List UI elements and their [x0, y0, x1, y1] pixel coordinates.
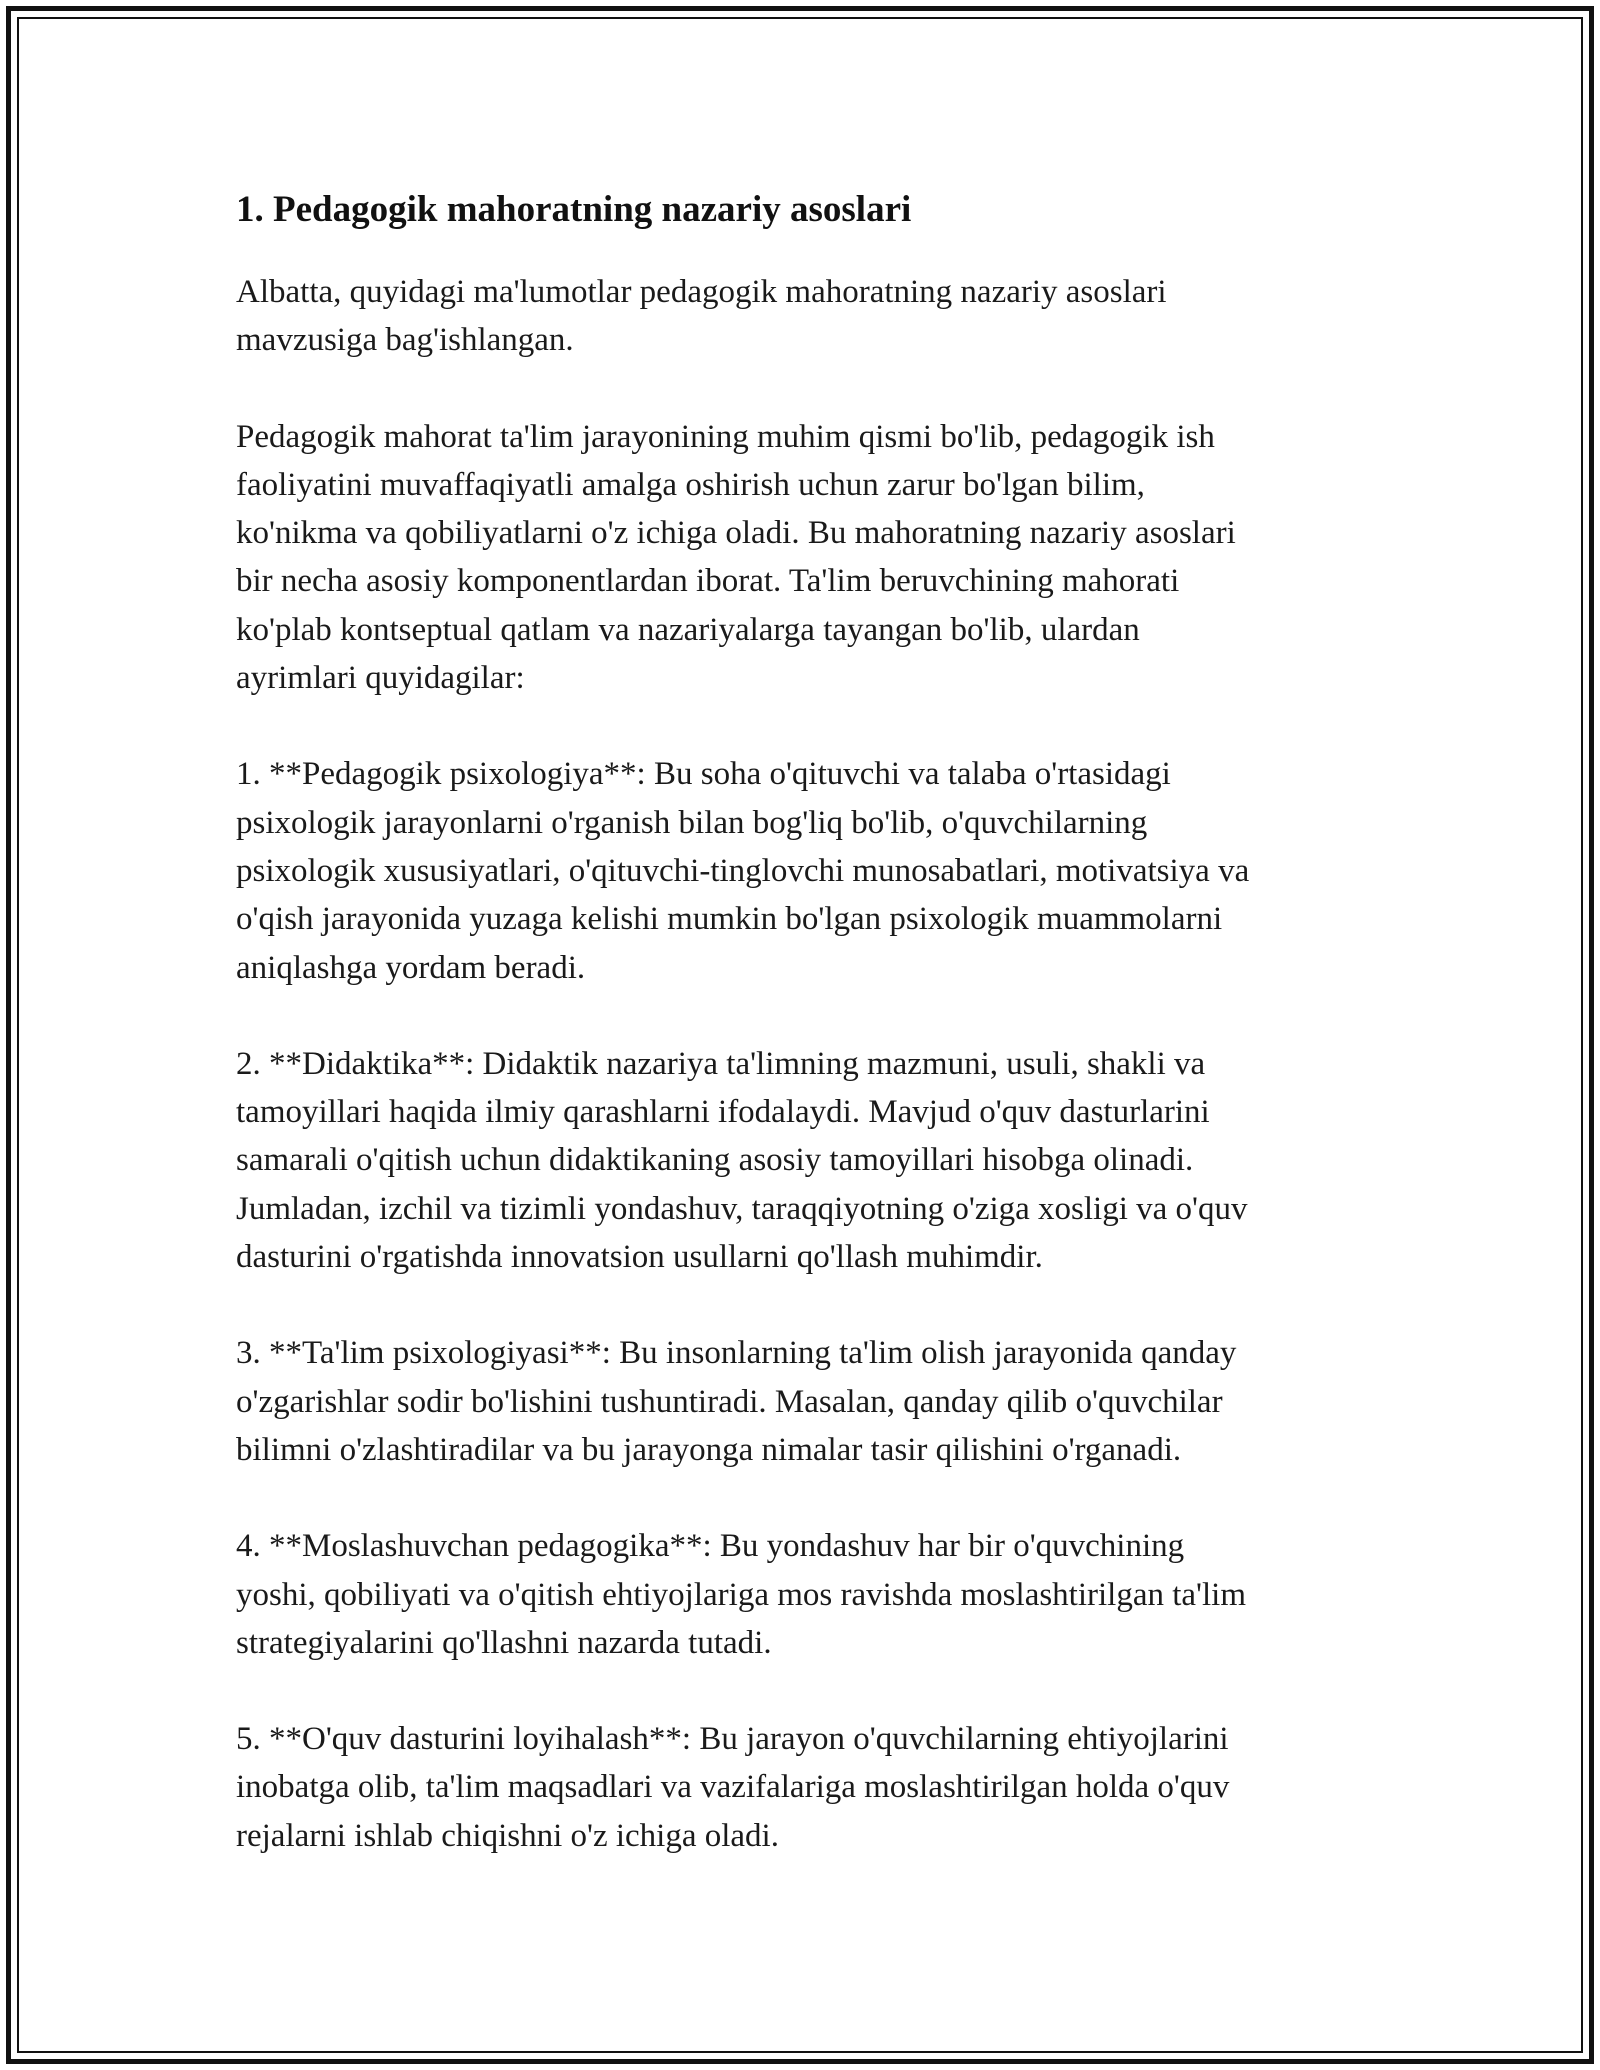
intro-paragraph: Albatta, quyidagi ma'lumotlar pedagogik mahoratning nazariy asoslari mavzusiga bag'ishlangan. [236, 274, 1167, 359]
document-body [236, 186, 1376, 1908]
list-item-moslashuvchan-pedagogika: 4. **Moslashuvchan pedagogika**: Bu yondashuv har bir o'quvchining yoshi, qobiliyati va o'qitish ehtiyojlariga mos ravishda moslashtirilgan ta'lim strategiyalarini qo'llashni nazarda tutadi. [236, 1528, 1247, 1661]
document-title: 1. Pedagogik mahoratning nazariy asoslari [236, 189, 912, 230]
list-item-pedagogik-psixologiya: 1. **Pedagogik psixologiya**: Bu soha o'qituvchi va talaba o'rtasidagi psixologik jarayonlarni o'rganish bilan bog'liq bo'lib, o'quvchilarning psixologik xususiyatlari, o'qituvchi-tinglovchi munosabatlari, motivatsiya va o'qish jarayonida yuzaga kelishi mumkin bo'lgan psixologik muammolarni aniqlashga yordam beradi. [236, 756, 1250, 986]
list-item-didaktika: 2. **Didaktika**: Didaktik nazariya ta'limning mazmuni, usuli, shakli va tamoyillari haqida ilmiy qarashlarni ifodalaydi. Mavjud o'quv dasturlarini samarali o'qitish uchun didaktikaning asosiy tamoyillari hisobga olinadi. Jumladan, izchil va tizimli yondashuv, taraqqiyotning o'ziga xosligi va o'quv dasturini o'rgatishda innovatsion usullarni qo'llash muhimdir. [236, 1045, 1248, 1276]
list-item-oquv-dasturini-loyihalash: 5. **O'quv dasturini loyihalash**: Bu jarayon o'quvchilarning ehtiyojlarini inobatga olib, ta'lim maqsadlari va vazifalariga moslashtirilgan holda o'quv rejalarni ishlab chiqishni o'z ichiga oladi. [236, 1721, 1230, 1854]
overview-paragraph: Pedagogik mahorat ta'lim jarayonining muhim qismi bo'lib, pedagogik ish faoliyatini muvaffaqiyatli amalga oshirish uchun zarur bo'lgan bilim, ko'nikma va qobiliyatlarni o'z ichiga oladi. Bu mahoratning nazariy asoslari bir necha asosiy komponentlardan iborat. Ta'lim beruvchining mahorati ko'plab kontseptual qatlam va nazariyalarga tayangan bo'lib, ulardan ayrimlari quyidagilar: [236, 418, 1236, 697]
list-item-talim-psixologiyasi: 3. **Ta'lim psixologiyasi**: Bu insonlarning ta'lim olish jarayonida qanday o'zgarishlar sodir bo'lishini tushuntiradi. Masalan, qanday qilib o'quvchilar bilimni o'zlashtiradilar va bu jarayonga nimalar tasir qilishini o'rganadi. [236, 1335, 1237, 1468]
